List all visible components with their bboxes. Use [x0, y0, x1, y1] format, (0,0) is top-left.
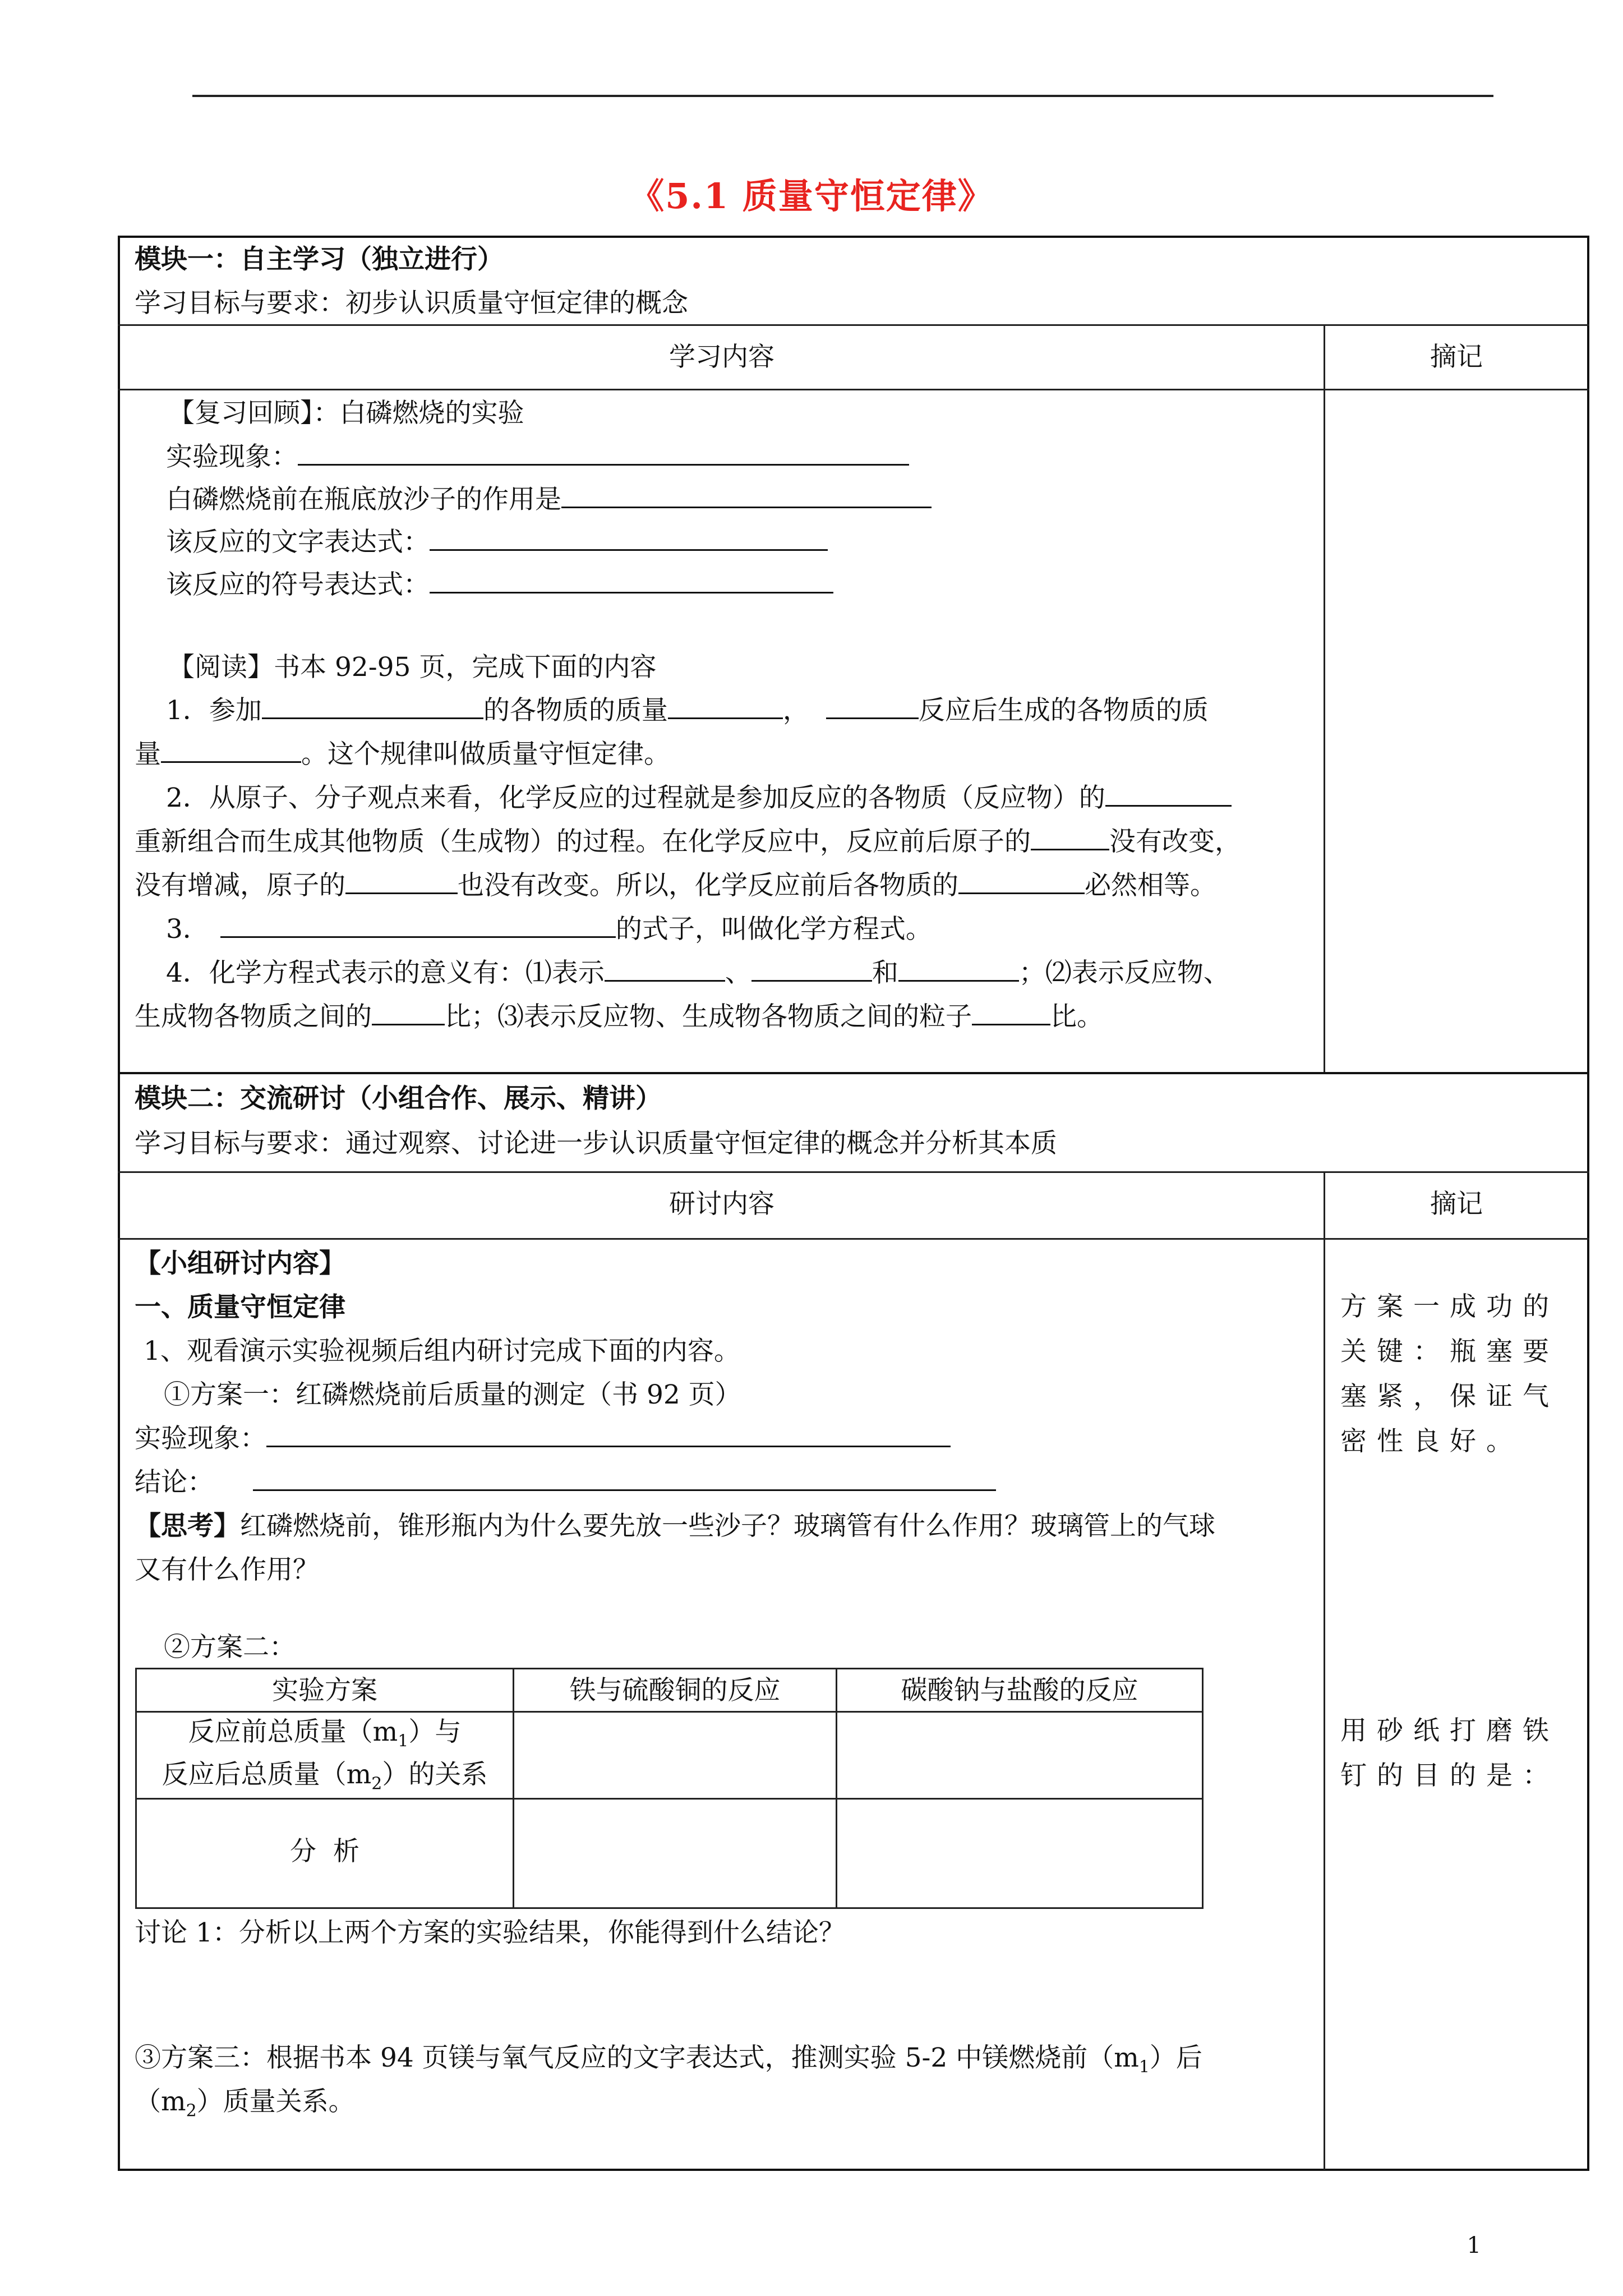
- table-row-label: 分 析: [290, 1836, 359, 1867]
- plan-3-cont: $(m_2)$质量关系。: [135, 2086, 355, 2121]
- module2-col-content: 研讨内容: [669, 1189, 774, 1220]
- note-plan1: 方案一成功的关键：瓶塞要塞紧，保证气密性良好。: [1340, 1291, 1559, 1457]
- table-border-right: [1587, 236, 1589, 2171]
- discuss-1: 讨论 1：分析以上两个方案的实验结果，你能得到什么结论？: [135, 1917, 845, 1948]
- module1-goal: 学习目标与要求：初步认识质量守恒定律的概念: [135, 288, 688, 319]
- module2-col-notes: 摘记: [1430, 1189, 1483, 1220]
- read-title: 【阅读】书本 92-95 页，完成下面的内容: [168, 652, 657, 683]
- row-divider: [118, 1238, 1589, 1240]
- plan-1: ①方案一：红磷燃烧前后质量的测定（书 92 页）: [164, 1379, 741, 1410]
- inner-table-line: [1202, 1668, 1204, 1909]
- module2-header: 模块二：交流研讨（小组合作、展示、精讲）: [135, 1083, 662, 1114]
- page-title: 《5.1 质量守恒定律》: [629, 176, 994, 217]
- question-4: 4．化学方程式表示的意义有：⑴表示 、 和 ；⑵表示反应物、: [166, 951, 1230, 995]
- think-line-cont: 又有什么作用？: [135, 1554, 319, 1585]
- question-4-cont: 生成物各物质之间的 比；⑶表示反应物、生成物各物质之间的粒子 比。: [135, 995, 1103, 1039]
- table-header: 实验方案: [272, 1675, 377, 1706]
- row-divider: [118, 1171, 1589, 1173]
- review-item: 该反应的文字表达式：: [166, 521, 828, 564]
- module1-col-notes: 摘记: [1430, 342, 1483, 372]
- plan-3: ③方案三：根据书本 94 页镁与氧气反应的文字表达式，推测实验 5-2 中镁燃烧前$(m_1)$后: [135, 2042, 1202, 2077]
- question-1: 1．参加 的各物质的质量 ， 反应后生成的各物质的质: [166, 689, 1209, 733]
- review-item: 该反应的符号表达式：: [166, 563, 833, 607]
- table-border-bottom: [118, 2169, 1589, 2171]
- review-title: 【复习回顾】：白磷燃烧的实验: [168, 398, 524, 429]
- item-1: 1、观看演示实验视频后组内研讨完成下面的内容。: [144, 1336, 740, 1366]
- section-1-title: 一、质量守恒定律: [135, 1292, 345, 1323]
- plan-2: ②方案二：: [164, 1632, 296, 1663]
- note-iron: 用砂纸打磨铁钉的目的是：: [1340, 1715, 1559, 1791]
- conclusion-field: 结论：: [135, 1461, 996, 1504]
- header-rule: [192, 95, 1493, 97]
- question-1-cont: 量 。这个规律叫做质量守恒定律。: [135, 733, 670, 776]
- question-2: 2．从原子、分子观点来看，化学反应的过程就是参加反应的各物质（反应物）的: [166, 776, 1232, 820]
- page-number: 1: [1467, 2233, 1481, 2258]
- module-divider: [118, 1072, 1589, 1074]
- phenomenon-field: 实验现象：: [135, 1417, 951, 1461]
- module1-col-content: 学习内容: [669, 342, 774, 372]
- row-divider: [118, 389, 1589, 390]
- module1-header: 模块一：自主学习（独立进行）: [135, 244, 504, 275]
- col-divider: [1324, 1171, 1325, 2170]
- module2-goal: 学习目标与要求：通过观察、讨论进一步认识质量守恒定律的概念并分析其本质: [135, 1128, 1057, 1159]
- table-row-label: 反应前总质量$(m_1)$与: [188, 1717, 462, 1751]
- col-divider: [1324, 324, 1325, 1072]
- review-item: 实验现象：: [166, 435, 909, 479]
- think-line: 【思考】红磷燃烧前，锥形瓶内为什么要先放一些沙子？玻璃管有什么作用？玻璃管上的气球: [135, 1511, 1215, 1542]
- inner-table-line: [135, 1907, 1204, 1909]
- question-3: 3． 的式子，叫做化学方程式。: [166, 908, 932, 951]
- question-2-cont: 没有增减，原子的 也没有改变。所以，化学反应前后各物质的 必然相等。: [135, 864, 1216, 908]
- table-row-label: 反应后总质量$(m_2)$的关系: [162, 1759, 488, 1794]
- group-title: 【小组研讨内容】: [135, 1248, 345, 1279]
- question-2-cont: 重新组合而生成其他物质（生成物）的过程。在化学反应中，反应前后原子的 没有改变，: [135, 820, 1241, 864]
- table-header: 铁与硫酸铜的反应: [569, 1675, 781, 1706]
- table-header: 碳酸钠与盐酸的反应: [901, 1675, 1138, 1706]
- review-item: 白磷燃烧前在瓶底放沙子的作用是: [166, 478, 932, 522]
